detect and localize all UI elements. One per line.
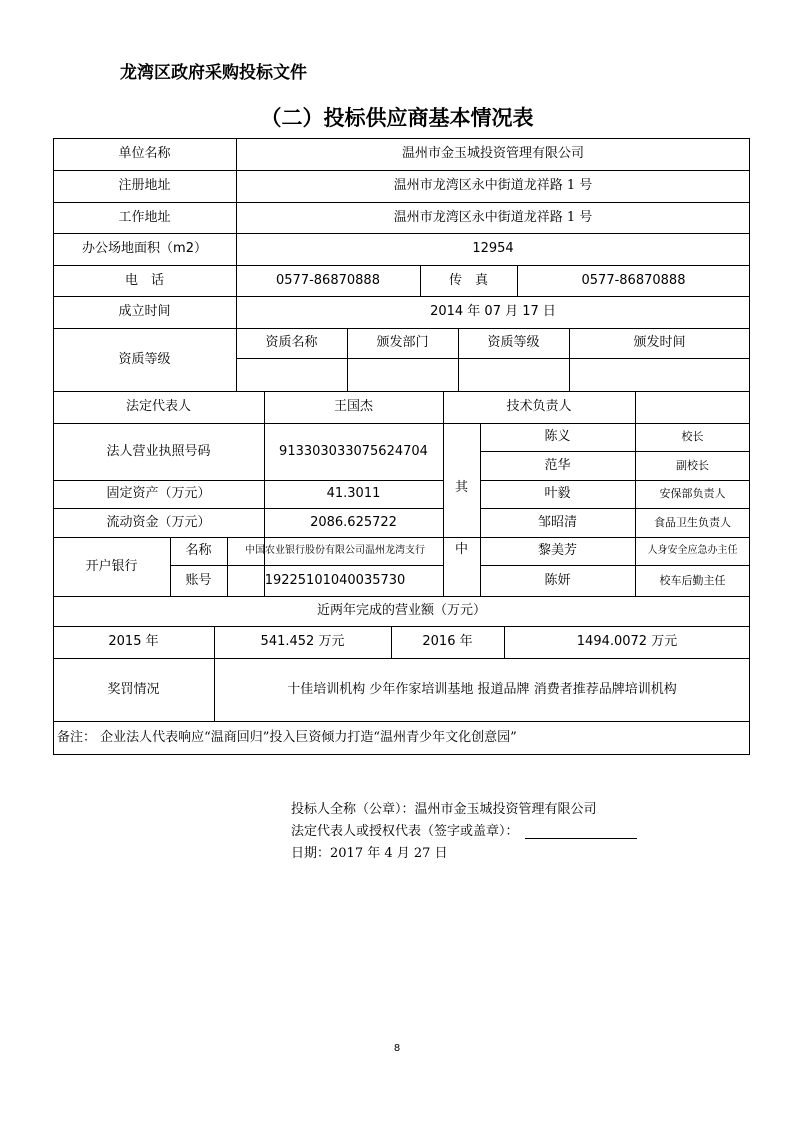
staff-role: 校车后勤主任: [659, 573, 726, 587]
staff-name: 叶毅: [544, 486, 571, 502]
fax-value: 0577-86870888: [581, 272, 686, 288]
remarks: 备注： 企业法人代表响应“温商回归”投入巨资倾力打造“温州青少年文化创意园”: [57, 729, 517, 745]
office-area-value: 12954: [472, 241, 514, 257]
staff-role: 食品卫生负责人: [654, 515, 731, 529]
phone-value: 0577-86870888: [276, 272, 380, 288]
page-title: （二）投标供应商基本情况表: [260, 106, 534, 130]
office-area-label: 办公场地面积（m2）: [82, 241, 207, 257]
license-label: 法人营业执照号码: [106, 443, 211, 459]
account-label: 账号: [185, 572, 212, 588]
staff-name: 陈妍: [544, 572, 571, 588]
fax-label: 传 真: [448, 272, 488, 288]
current-assets-value: 2086.625722: [310, 514, 397, 530]
bank-name-label: 名称: [185, 543, 212, 559]
staff-role: 校长: [681, 430, 704, 444]
work-address-value: 温州市龙湾区永中街道龙祥路 1 号: [393, 209, 593, 225]
reg-address-label: 注册地址: [118, 178, 171, 194]
company-name-label: 单位名称: [118, 146, 171, 162]
staff-role: 安保部负责人: [659, 487, 726, 501]
qual-name-header: 资质名称: [265, 335, 318, 351]
tech-lead-label: 技术负责人: [506, 399, 572, 415]
current-assets-label: 流动资金（万元）: [106, 514, 211, 530]
bidder-label: 投标人全称（公章）：: [291, 802, 415, 817]
date-value: 2017 年 4 月 27 日: [330, 846, 448, 861]
company-name-value: 温州市金玉城投资管理有限公司: [401, 146, 584, 162]
rep-line: [291, 820, 637, 839]
among-char-2: 中: [454, 542, 468, 558]
phone-label: 电 话: [124, 272, 164, 288]
year-1: 2015 年: [108, 634, 159, 650]
qual-time-header: 颁发时间: [633, 335, 686, 351]
qual-dept-header: 颁发部门: [376, 335, 429, 351]
bank-name-value: 中国农业银行股份有限公司温州龙湾支行: [245, 545, 425, 556]
date-label: 日期：: [291, 846, 331, 861]
document-header: 龙湾区政府采购投标文件: [120, 63, 307, 83]
revenue-1: 541.452 万元: [260, 634, 345, 650]
revenue-2: 1494.0072 万元: [576, 634, 678, 650]
staff-name: 范华: [544, 457, 571, 473]
revenue-label: 近两年完成的营业额（万元）: [316, 603, 486, 619]
legal-rep-label: 法定代表人: [125, 399, 191, 415]
year-2: 2016 年: [422, 634, 473, 650]
supplier-info-table: [53, 138, 750, 755]
staff-role: 副校长: [676, 458, 709, 472]
bidder-line: [291, 798, 597, 817]
signature-line[interactable]: [525, 826, 637, 839]
page-number: 8: [393, 1043, 401, 1054]
rep-label: 法定代表人或授权代表（签字或盖章）：: [291, 824, 519, 839]
reg-address-value: 温州市龙湾区永中街道龙祥路 1 号: [393, 178, 593, 194]
fixed-assets-label: 固定资产（万元）: [106, 486, 211, 502]
date-line: [291, 842, 448, 861]
bank-label: 开户银行: [85, 558, 138, 574]
staff-name: 陈义: [544, 429, 571, 445]
account-value: 19225101040035730: [264, 572, 406, 588]
staff-name: 黎美芳: [537, 543, 577, 559]
license-value: 913303033075624704: [279, 443, 428, 459]
staff-role: 人身安全应急办主任: [647, 545, 738, 556]
staff-name: 邹昭清: [537, 514, 577, 530]
awards-label: 奖罚情况: [107, 681, 160, 697]
bidder-value: 温州市金玉城投资管理有限公司: [414, 802, 597, 817]
legal-rep-value: 王国杰: [333, 399, 373, 415]
among-char-1: 其: [454, 480, 468, 496]
awards-value: 十佳培训机构 少年作家培训基地 报道品牌 消费者推荐品牌培训机构: [287, 681, 677, 697]
founded-value: 2014 年 07 月 17 日: [430, 304, 556, 320]
qualification-label: 资质等级: [118, 351, 171, 367]
founded-label: 成立时间: [118, 304, 171, 320]
qual-level-header: 资质等级: [487, 335, 540, 351]
work-address-label: 工作地址: [118, 209, 171, 225]
fixed-assets-value: 41.3011: [326, 486, 381, 502]
